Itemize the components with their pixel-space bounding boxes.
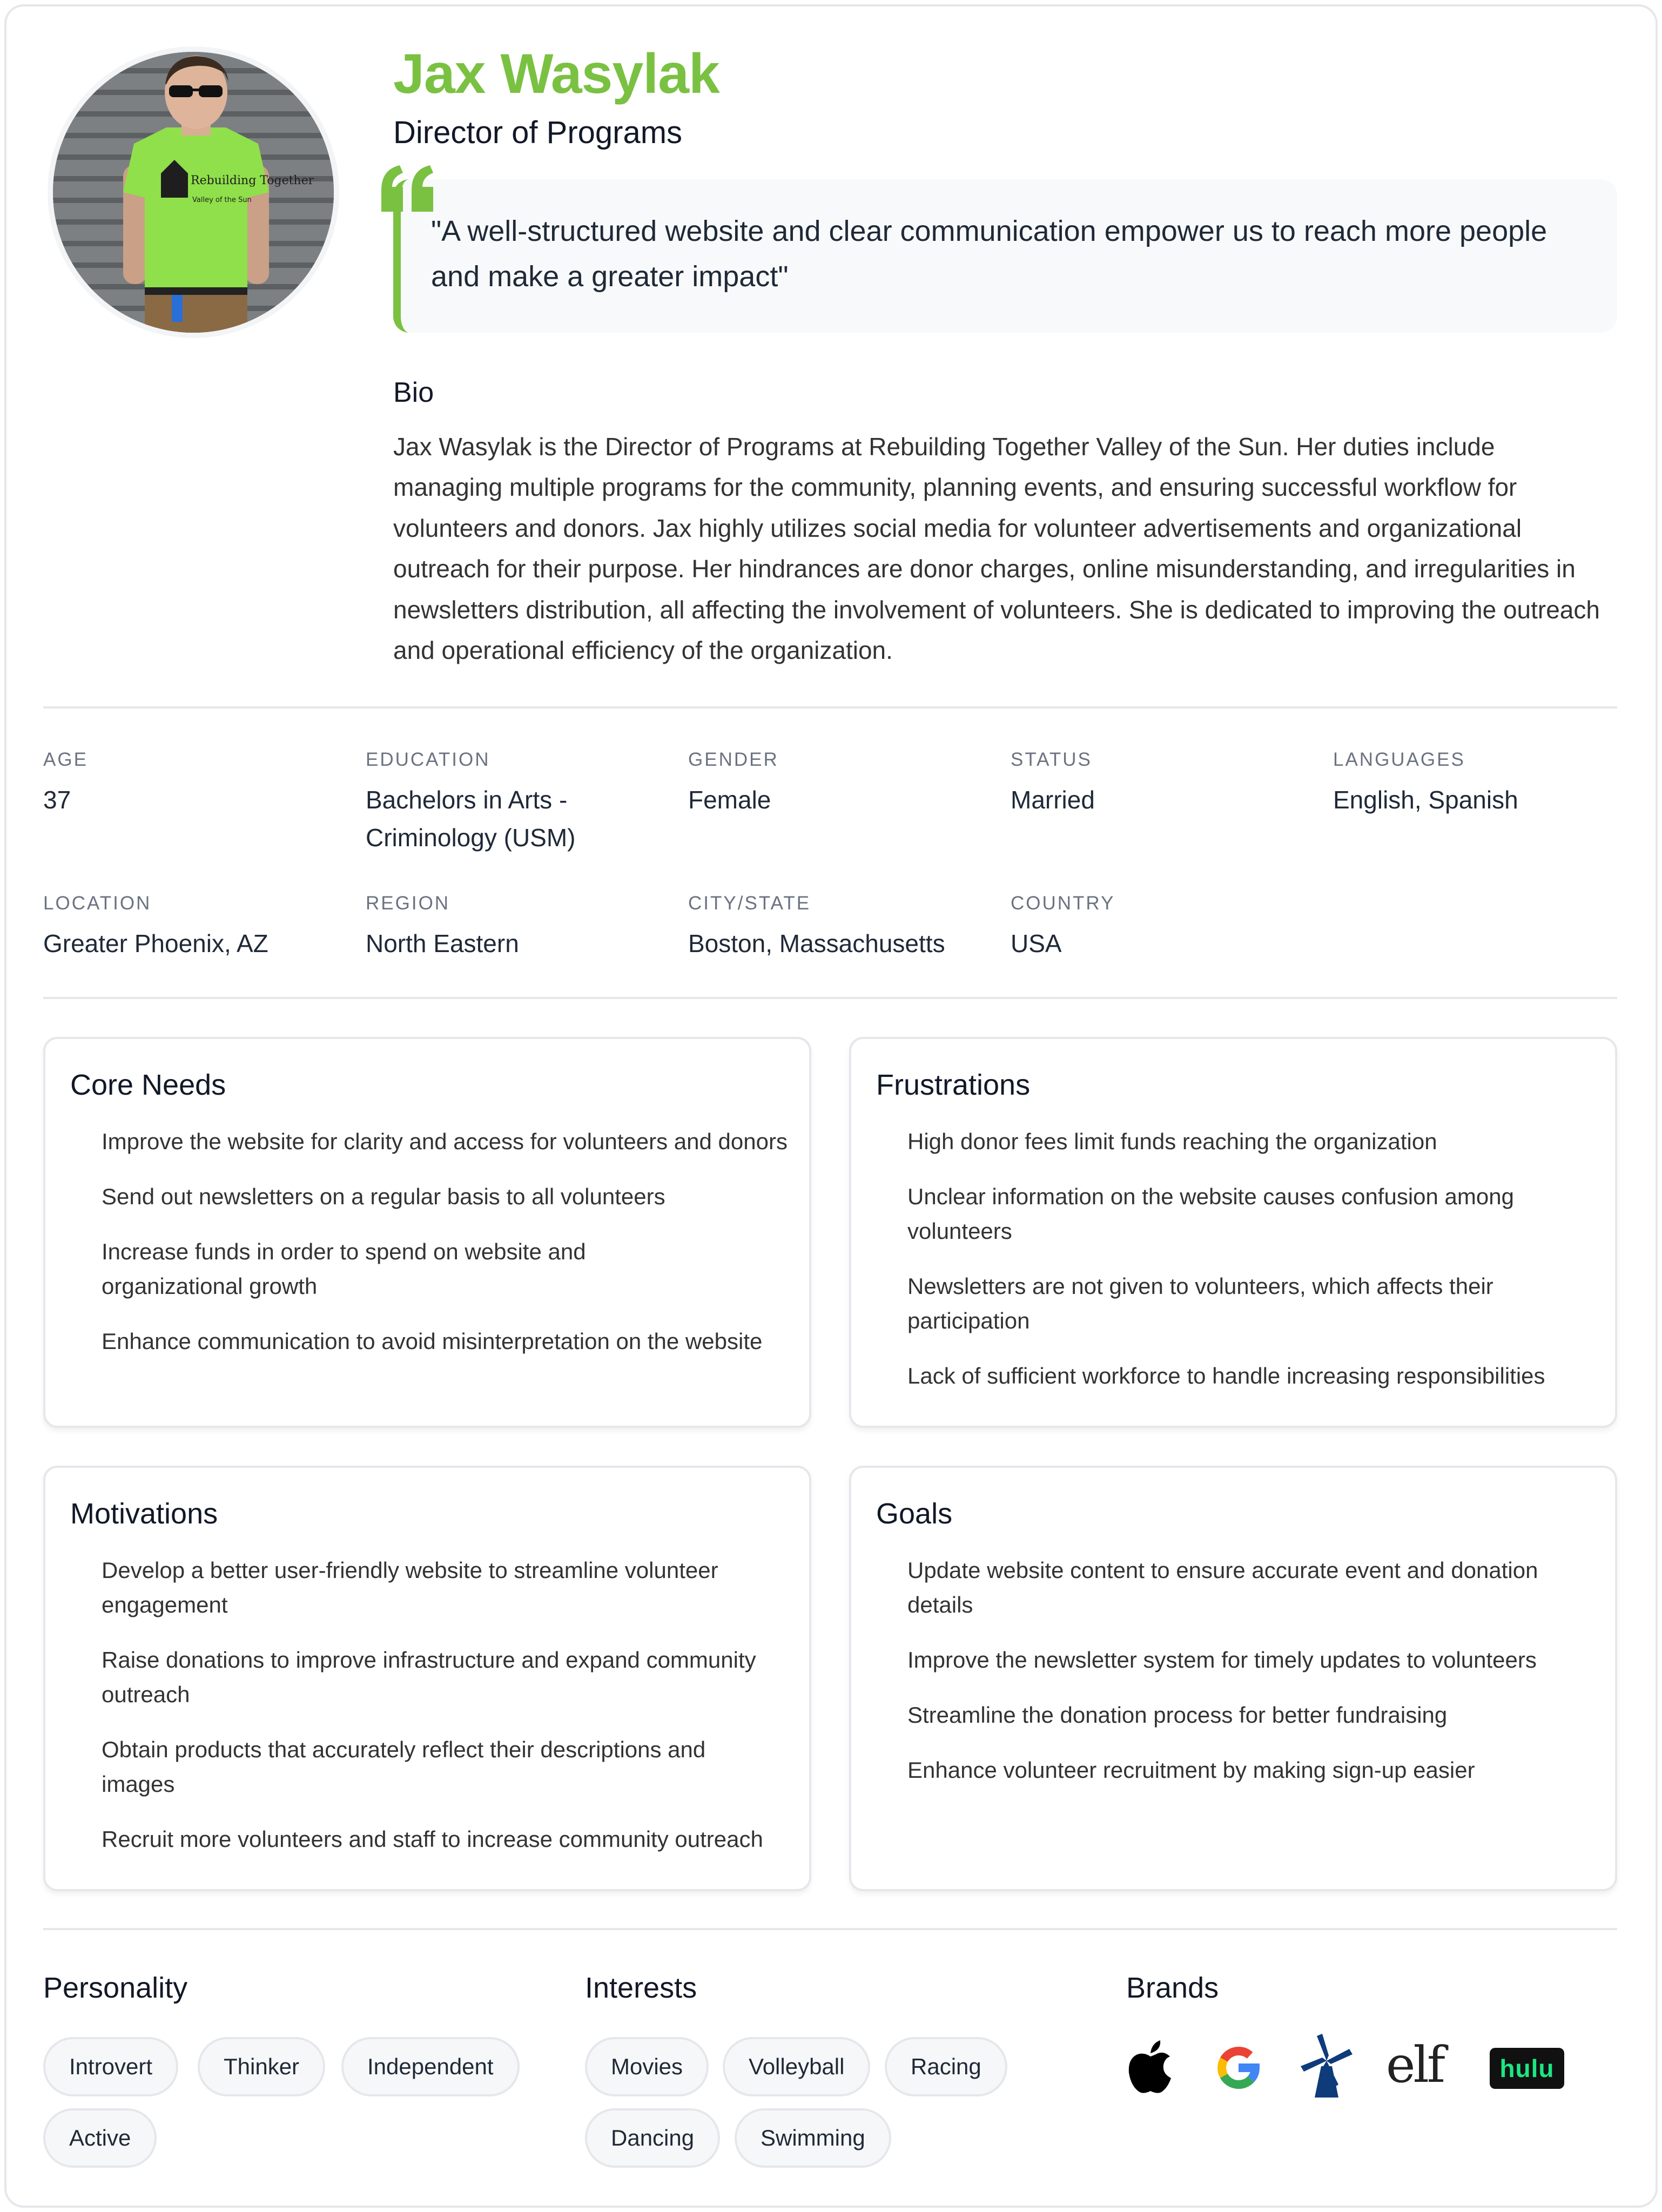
fact-label: LANGUAGES bbox=[1333, 749, 1465, 770]
fact-label: STATUS bbox=[1011, 749, 1092, 770]
hulu-logo-icon: hulu bbox=[1490, 2048, 1564, 2089]
card-frustrations bbox=[849, 1037, 1617, 1428]
personality-heading: Personality bbox=[43, 1972, 188, 2004]
fact-value: Married bbox=[1011, 786, 1095, 814]
card-list bbox=[907, 1553, 1593, 1808]
interest-tag: Dancing bbox=[585, 2108, 720, 2168]
list-item: Improve the newsletter system for timely updates to volunteers bbox=[907, 1647, 1537, 1673]
list-item: Raise donations to improve infrastructure and expand community outreach bbox=[102, 1647, 756, 1707]
card-title: Core Needs bbox=[70, 1069, 226, 1101]
personality-tag: Active bbox=[43, 2108, 157, 2168]
fact-label: AGE bbox=[43, 749, 88, 770]
brands-heading: Brands bbox=[1126, 1972, 1219, 2004]
fact-gender bbox=[688, 746, 991, 819]
personality-tag: Introvert bbox=[43, 2037, 178, 2096]
fact-value: USA bbox=[1011, 929, 1062, 957]
list-item: Improve the website for clarity and access for volunteers and donors bbox=[102, 1129, 788, 1154]
persona-quote: "A well-structured website and clear communication empower us to reach more people and make a greater impact" bbox=[431, 215, 1547, 293]
personality-tag: Independent bbox=[341, 2037, 520, 2096]
card-motivations bbox=[43, 1466, 811, 1891]
fact-label: COUNTRY bbox=[1011, 893, 1115, 914]
fact-label: CITY/STATE bbox=[688, 893, 811, 914]
list-item: Recruit more volunteers and staff to increase community outreach bbox=[102, 1826, 763, 1852]
card-title: Frustrations bbox=[876, 1069, 1031, 1101]
doordash-windmill-logo-icon bbox=[1301, 2034, 1353, 2099]
list-item: Send out newsletters on a regular basis to all volunteers bbox=[102, 1184, 665, 1209]
fact-status bbox=[1011, 746, 1313, 819]
list-item: Newsletters are not given to volunteers, which affects their participation bbox=[907, 1273, 1493, 1333]
list-item: Lack of sufficient workforce to handle increasing responsibilities bbox=[907, 1363, 1545, 1388]
fact-age bbox=[43, 746, 346, 819]
fact-region bbox=[366, 890, 668, 962]
bio-text: Jax Wasylak is the Director of Programs at Rebuilding Together Valley of the Sun. Her duties include managing multiple programs for the community, planning events, and ensuring successful workflow for volunteers and donors. Jax highly utilizes social media for volunteer advertisements and organizational outreach for their purpose. Her hindrances are donor charges, online misunderstanding, and irregularities in newsletters distribution, all affecting the involvement of volunteers. She is dedicated to improving the outreach and operational efficiency of the organization. bbox=[393, 433, 1600, 665]
interest-tag: Movies bbox=[585, 2037, 709, 2096]
interest-tag: Racing bbox=[885, 2037, 1007, 2096]
fact-label: GENDER bbox=[688, 749, 779, 770]
fact-city-state bbox=[688, 890, 991, 962]
fact-label: REGION bbox=[366, 893, 450, 914]
person-photo-icon bbox=[53, 52, 334, 333]
divider bbox=[43, 706, 1617, 709]
card-list bbox=[102, 1553, 788, 1877]
persona-role: Director of Programs bbox=[393, 115, 683, 150]
fact-label: LOCATION bbox=[43, 893, 152, 914]
list-item: Streamline the donation process for better fundraising bbox=[907, 1702, 1448, 1728]
personality-tag: Thinker bbox=[198, 2037, 325, 2096]
divider bbox=[43, 997, 1617, 999]
card-list bbox=[907, 1124, 1593, 1414]
bio-heading: Bio bbox=[393, 377, 434, 408]
list-item: Increase funds in order to spend on website and organizational growth bbox=[102, 1239, 586, 1299]
fact-value: Greater Phoenix, AZ bbox=[43, 929, 268, 957]
list-item: Unclear information on the website causes confusion among volunteers bbox=[907, 1184, 1514, 1244]
fact-education bbox=[366, 746, 625, 857]
list-item: Enhance volunteer recruitment by making sign-up easier bbox=[907, 1757, 1475, 1783]
list-item: High donor fees limit funds reaching the organization bbox=[907, 1129, 1437, 1154]
fact-value: Boston, Massachusetts bbox=[688, 929, 945, 957]
fact-languages bbox=[1333, 746, 1636, 819]
divider bbox=[43, 1928, 1617, 1930]
list-item: Obtain products that accurately reflect their descriptions and images bbox=[102, 1737, 706, 1797]
interest-tag: Swimming bbox=[735, 2108, 891, 2168]
fact-value: 37 bbox=[43, 786, 71, 814]
card-list bbox=[102, 1124, 788, 1379]
fact-location bbox=[43, 890, 346, 962]
elf-logo-icon: elf bbox=[1386, 2036, 1443, 2094]
interests-heading: Interests bbox=[585, 1972, 697, 2004]
shirt-logo-subtext: Valley of the Sun bbox=[192, 196, 252, 204]
interest-tag: Volleyball bbox=[723, 2037, 870, 2096]
list-item: Develop a better user-friendly website to streamline volunteer engagement bbox=[102, 1557, 718, 1617]
avatar bbox=[48, 46, 339, 338]
list-item: Update website content to ensure accurate event and donation details bbox=[907, 1557, 1538, 1617]
shirt-logo-text: Rebuilding Together bbox=[191, 174, 314, 187]
card-core-needs bbox=[43, 1037, 811, 1428]
fact-value: Female bbox=[688, 786, 771, 814]
quote-mark-icon bbox=[378, 162, 438, 216]
fact-value: English, Spanish bbox=[1333, 786, 1518, 814]
apple-logo-icon bbox=[1128, 2039, 1173, 2093]
fact-value: North Eastern bbox=[366, 929, 519, 957]
card-goals bbox=[849, 1466, 1617, 1891]
card-title: Motivations bbox=[70, 1498, 218, 1530]
fact-value: Bachelors in Arts - Criminology (USM) bbox=[366, 786, 576, 852]
persona-name: Jax Wasylak bbox=[393, 43, 719, 105]
card-title: Goals bbox=[876, 1498, 953, 1530]
list-item: Enhance communication to avoid misinterpretation on the website bbox=[102, 1328, 763, 1354]
fact-label: EDUCATION bbox=[366, 749, 490, 770]
fact-country bbox=[1011, 890, 1313, 962]
google-logo-icon bbox=[1214, 2044, 1263, 2092]
